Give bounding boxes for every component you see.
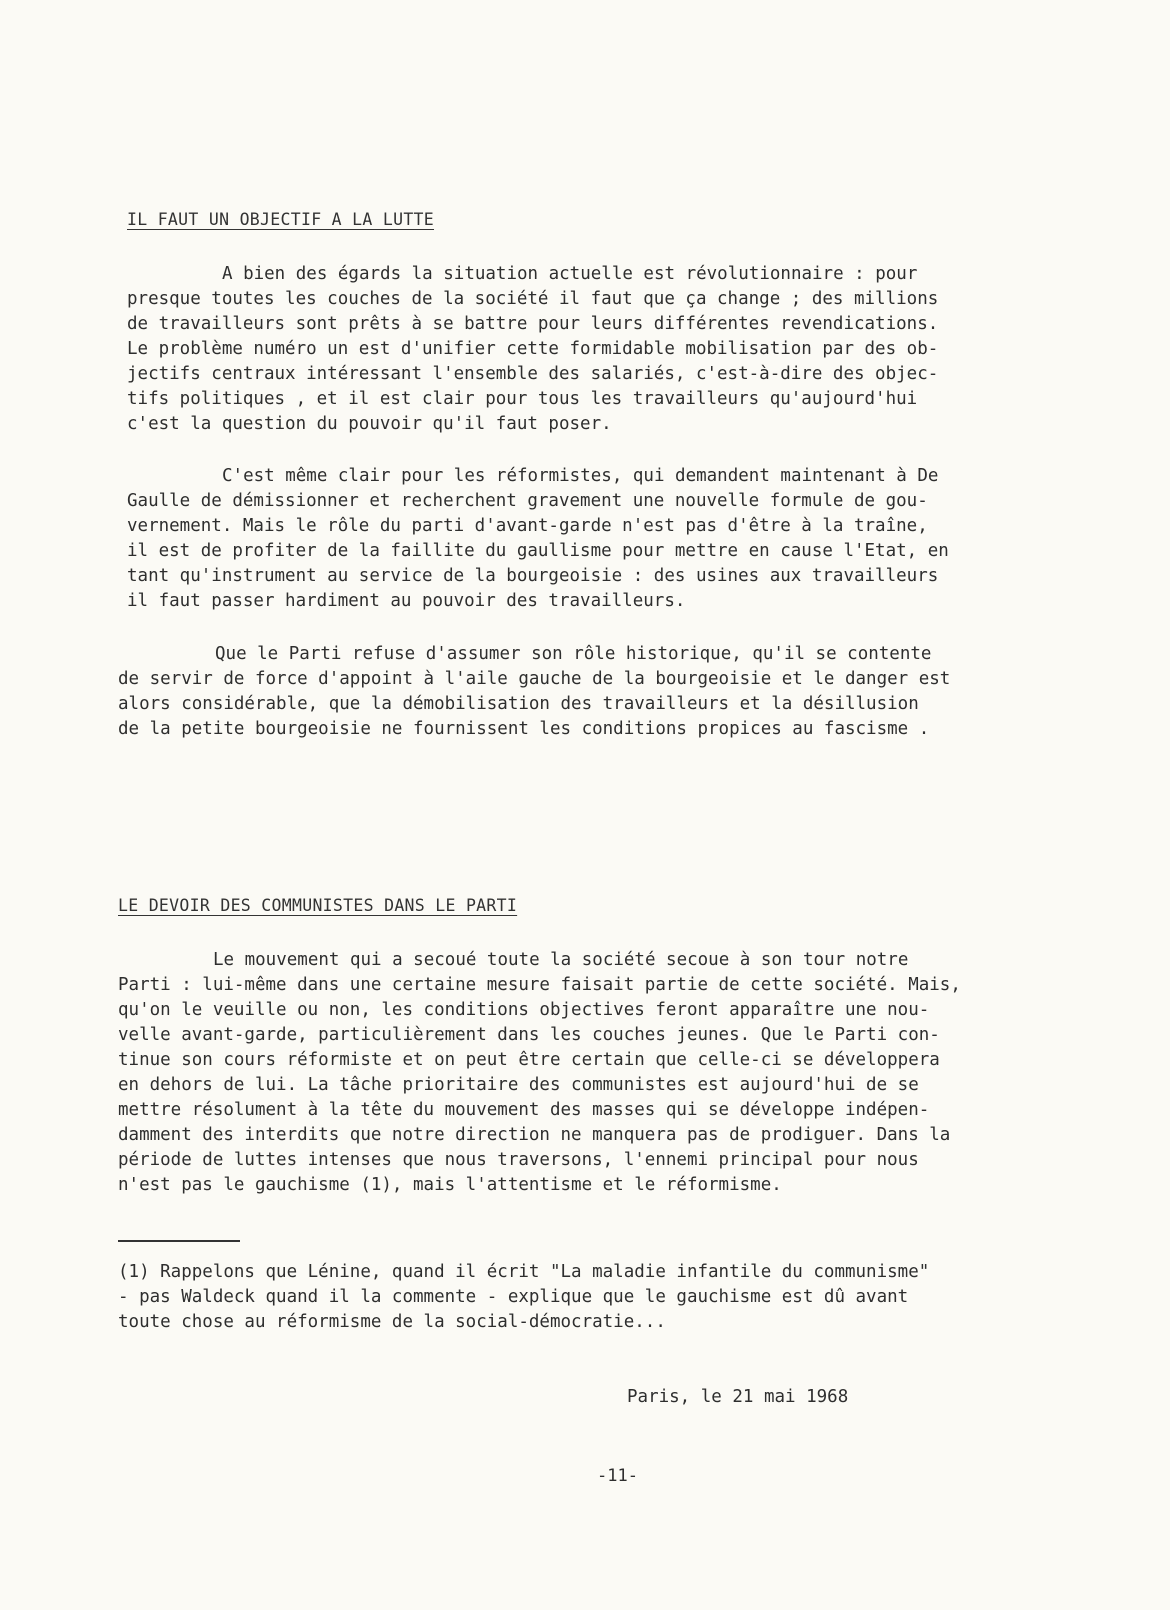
paragraph-line: en dehors de lui. La tâche prioritaire des communistes est aujourd'hui de se xyxy=(118,1075,919,1095)
paragraph-line: velle avant-garde, particulièrement dans les couches jeunes. Que le Parti con- xyxy=(118,1025,940,1045)
paragraph-line: de travailleurs sont prêts à se battre pour leurs différentes revendications. xyxy=(127,314,939,334)
paragraph-line: damment des interdits que notre direction ne manquera pas de prodiguer. Dans la xyxy=(118,1125,951,1145)
paragraph-line: n'est pas le gauchisme (1), mais l'attentisme et le réformisme. xyxy=(118,1175,782,1195)
paragraph-line: mettre résolument à la tête du mouvement des masses qui se développe indépen- xyxy=(118,1100,930,1120)
paragraph-line: qu'on le veuille ou non, les conditions objectives feront apparaître une nou- xyxy=(118,1000,930,1020)
paragraph-line: Que le Parti refuse d'assumer son rôle historique, qu'il se contente xyxy=(215,644,932,664)
place-date: Paris, le 21 mai 1968 xyxy=(627,1387,849,1407)
paragraph-line: Gaulle de démissionner et recherchent gravement une nouvelle formule de gou- xyxy=(127,491,928,511)
paragraph-line: Le problème numéro un est d'unifier cette formidable mobilisation par des ob- xyxy=(127,339,939,359)
paragraph-line: vernement. Mais le rôle du parti d'avant-garde n'est pas d'être à la traîne, xyxy=(127,516,928,536)
paragraph-line: A bien des égards la situation actuelle est révolutionnaire : pour xyxy=(222,264,918,284)
paragraph-line: C'est même clair pour les réformistes, qui demandent maintenant à De xyxy=(222,466,939,486)
footnote-rule xyxy=(118,1240,240,1242)
paragraph-line: tinue son cours réformiste et on peut être certain que celle-ci se développera xyxy=(118,1050,940,1070)
paragraph-line: c'est la question du pouvoir qu'il faut poser. xyxy=(127,414,612,434)
paragraph-line: tifs politiques , et il est clair pour tous les travailleurs qu'aujourd'hui xyxy=(127,389,918,409)
paragraph-line: alors considérable, que la démobilisation des travailleurs et la désillusion xyxy=(118,694,919,714)
footnote-line: (1) Rappelons que Lénine, quand il écrit "La maladie infantile du communisme" xyxy=(118,1262,930,1282)
paragraph-line: il est de profiter de la faillite du gaullisme pour mettre en cause l'Etat, en xyxy=(127,541,949,561)
section-heading-devoir: LE DEVOIR DES COMMUNISTES DANS LE PARTI xyxy=(118,896,518,915)
footnote-line: toute chose au réformisme de la social-démocratie... xyxy=(118,1312,666,1332)
paragraph-line: de la petite bourgeoisie ne fournissent les conditions propices au fascisme . xyxy=(118,719,930,739)
paragraph-line: il faut passer hardiment au pouvoir des travailleurs. xyxy=(127,591,686,611)
paragraph-line: Parti : lui-même dans une certaine mesure faisait partie de cette société. Mais, xyxy=(118,975,961,995)
page-number: -11- xyxy=(597,1466,638,1486)
paragraph-line: Le mouvement qui a secoué toute la société secoue à son tour notre xyxy=(213,950,909,970)
footnote-line: - pas Waldeck quand il la commente - explique que le gauchisme est dû avant xyxy=(118,1287,909,1307)
paragraph-line: tant qu'instrument au service de la bourgeoisie : des usines aux travailleurs xyxy=(127,566,939,586)
paragraph-line: période de luttes intenses que nous traversons, l'ennemi principal pour nous xyxy=(118,1150,919,1170)
section-heading-objectif: IL FAUT UN OBJECTIF A LA LUTTE xyxy=(127,210,435,229)
paragraph-line: jectifs centraux intéressant l'ensemble des salariés, c'est-à-dire des objec- xyxy=(127,364,939,384)
paragraph-line: de servir de force d'appoint à l'aile gauche de la bourgeoisie et le danger est xyxy=(118,669,951,689)
paragraph-line: presque toutes les couches de la société il faut que ça change ; des millions xyxy=(127,289,939,309)
